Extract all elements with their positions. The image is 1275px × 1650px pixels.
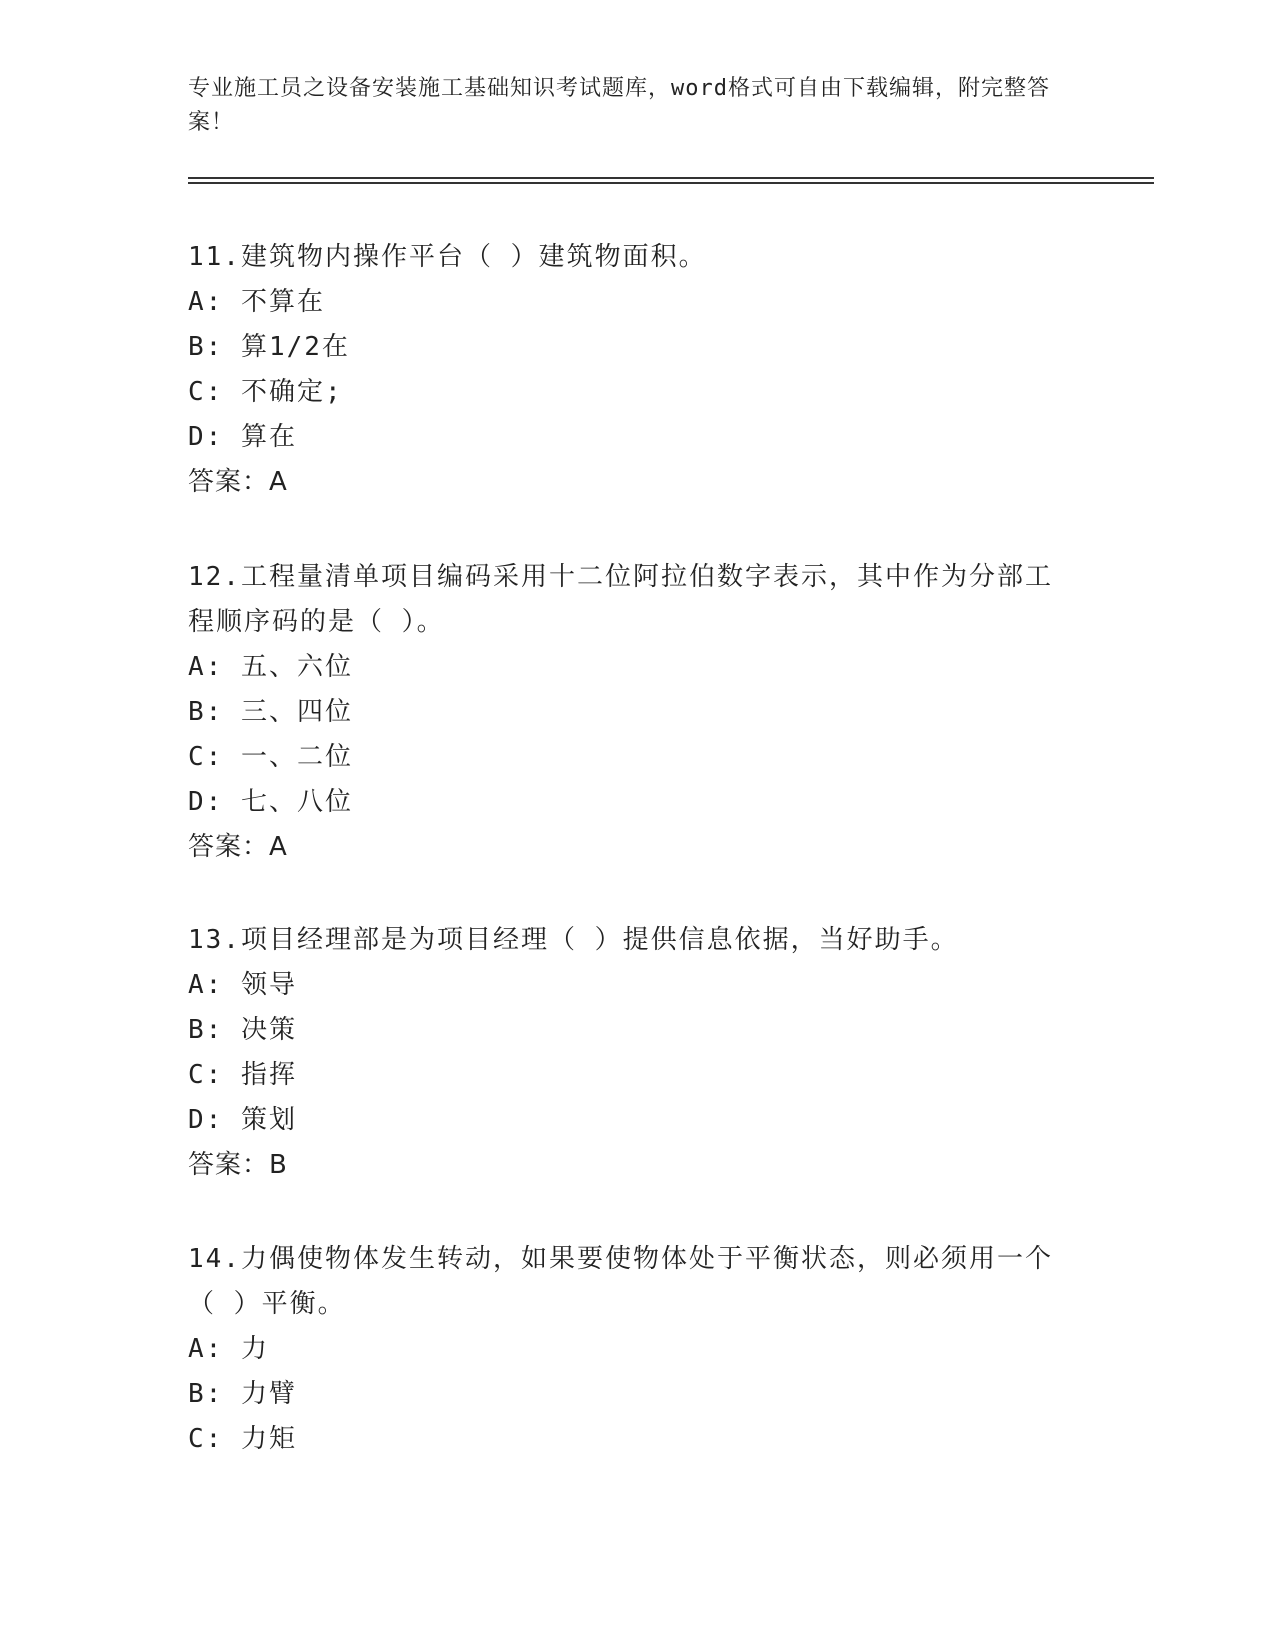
header-divider-bottom [188, 182, 1154, 184]
question-stem: 11.建筑物内操作平台（ ）建筑物面积。 [188, 242, 707, 272]
option-d: D: 七、八位 [188, 787, 353, 817]
question-13 [188, 918, 1078, 1188]
option-a: A: 不算在 [188, 287, 325, 317]
answer-label: 答案：A [188, 832, 288, 862]
option-d: D: 策划 [188, 1105, 297, 1135]
option-b: B: 力臂 [188, 1379, 297, 1409]
option-a: A: 力 [188, 1334, 269, 1364]
answer-label: 答案：A [188, 467, 288, 497]
question-11 [188, 235, 1078, 505]
option-c: C: 一、二位 [188, 742, 353, 772]
option-b: B: 三、四位 [188, 697, 353, 727]
option-d: D: 算在 [188, 422, 297, 452]
question-12 [188, 555, 1078, 870]
question-stem: 14.力偶使物体发生转动，如果要使物体处于平衡状态，则必须用一个（ ）平衡。 [188, 1244, 1053, 1319]
question-14 [188, 1237, 1078, 1462]
option-c: C: 不确定; [188, 377, 343, 407]
question-stem: 13.项目经理部是为项目经理（ ）提供信息依据，当好助手。 [188, 925, 959, 955]
option-a: A: 五、六位 [188, 652, 353, 682]
option-a: A: 领导 [188, 970, 297, 1000]
option-c: C: 力矩 [188, 1424, 297, 1454]
answer-label: 答案：B [188, 1150, 288, 1180]
option-b: B: 算1/2在 [188, 332, 350, 362]
question-stem: 12.工程量清单项目编码采用十二位阿拉伯数字表示，其中作为分部工程顺序码的是（ ）。 [188, 562, 1053, 637]
header-divider-top [188, 177, 1154, 179]
option-c: C: 指挥 [188, 1060, 297, 1090]
document-header: 专业施工员之设备安装施工基础知识考试题库，word格式可自由下载编辑，附完整答案！ [188, 76, 1050, 135]
option-b: B: 决策 [188, 1015, 297, 1045]
